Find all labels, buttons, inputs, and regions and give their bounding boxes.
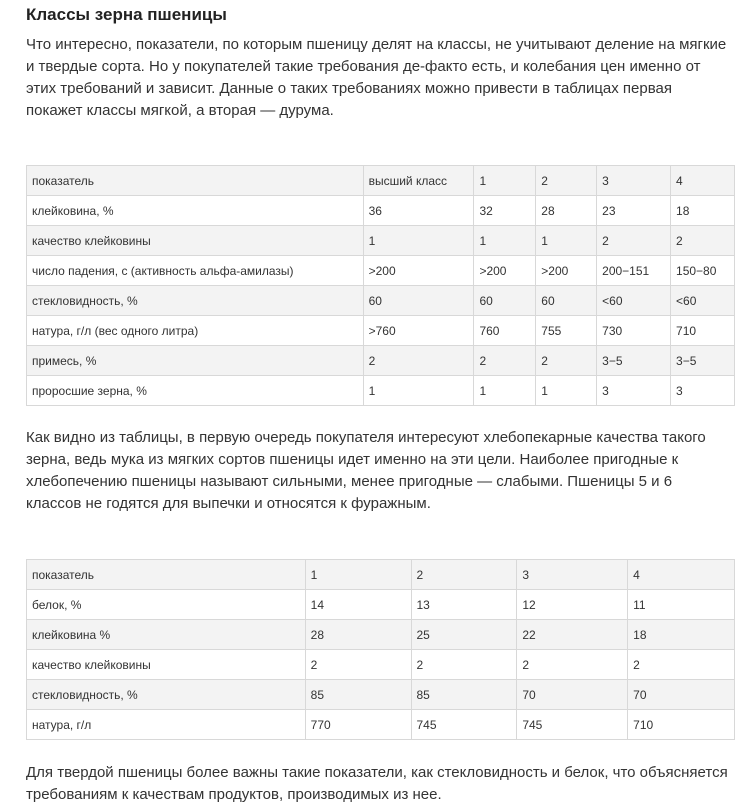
table-cell: 755: [536, 316, 597, 346]
row-label-cell: показатель: [27, 166, 364, 196]
table-cell: 3: [517, 560, 628, 590]
table-cell: <60: [671, 286, 735, 316]
table-cell: 1: [474, 376, 536, 406]
table-cell: 745: [517, 710, 628, 740]
table-cell: 2: [411, 650, 517, 680]
table-cell: 745: [411, 710, 517, 740]
table-cell: <60: [597, 286, 671, 316]
middle-paragraph: Как видно из таблицы, в первую очередь покупателя интересуют хлебопекарные качества такого зерна, ведь мука из мягких сортов пшеницы идет именно на эти цели. Наиболее пригодные к хлебопечению пшеницы называют сильными, менее пригодные — слабыми. Пшеницы 5 и 6 классов не годятся для выпечки и относятся к фуражным.: [26, 429, 706, 512]
table-row: [27, 286, 735, 316]
soft-wheat-classes-table: [26, 165, 735, 406]
table-cell: 4: [671, 166, 735, 196]
table-cell: 70: [628, 680, 735, 710]
table-cell: 32: [474, 196, 536, 226]
table-cell: 2: [628, 650, 735, 680]
table-row: [27, 196, 735, 226]
table-cell: >760: [363, 316, 474, 346]
table-cell: 1: [474, 226, 536, 256]
row-label-cell: клейковина %: [27, 620, 306, 650]
table-row: [27, 680, 735, 710]
table-cell: 2: [671, 226, 735, 256]
table-row: [27, 226, 735, 256]
table-cell: 3−5: [597, 346, 671, 376]
row-label-cell: белок, %: [27, 590, 306, 620]
table-cell: 710: [628, 710, 735, 740]
table-cell: 2: [305, 650, 411, 680]
table-header-row: [27, 166, 735, 196]
intro-paragraph: Что интересно, показатели, по которым пшеницу делят на классы, не учитывают деление на мягкие и твердые сорта. Но у покупателей такие требования де-факто есть, и колебания цен именно от этих требований и зависит. Данные о таких требованиях можно привести в таблицах первая покажет классы мягкой, а вторая — дурума.: [26, 36, 727, 119]
row-label-cell: примесь, %: [27, 346, 364, 376]
row-label-cell: проросшие зерна, %: [27, 376, 364, 406]
table-cell: 12: [517, 590, 628, 620]
table-cell: 200−151: [597, 256, 671, 286]
table-cell: 60: [474, 286, 536, 316]
row-label-cell: число падения, с (активность альфа-амилазы): [27, 256, 364, 286]
table-cell: 85: [305, 680, 411, 710]
table-cell: 4: [628, 560, 735, 590]
table-row: [27, 650, 735, 680]
table-cell: >200: [536, 256, 597, 286]
table-cell: 60: [536, 286, 597, 316]
table-cell: 1: [305, 560, 411, 590]
table-cell: 2: [536, 346, 597, 376]
table-cell: 2: [597, 226, 671, 256]
table-header-row: [27, 560, 735, 590]
row-label-cell: стекловидность, %: [27, 286, 364, 316]
table-row: [27, 620, 735, 650]
table-cell: 11: [628, 590, 735, 620]
table-cell: >200: [363, 256, 474, 286]
table-cell: 14: [305, 590, 411, 620]
table-row: [27, 316, 735, 346]
row-label-cell: показатель: [27, 560, 306, 590]
table-cell: 760: [474, 316, 536, 346]
table-cell: 18: [671, 196, 735, 226]
table-row: [27, 590, 735, 620]
table-cell: 1: [536, 376, 597, 406]
table-cell: 13: [411, 590, 517, 620]
row-label-cell: стекловидность, %: [27, 680, 306, 710]
durum-wheat-classes-table: [26, 559, 735, 740]
table-cell: 710: [671, 316, 735, 346]
table-cell: 70: [517, 680, 628, 710]
table-row: [27, 256, 735, 286]
row-label-cell: качество клейковины: [27, 226, 364, 256]
table-cell: 1: [474, 166, 536, 196]
table-cell: 150−80: [671, 256, 735, 286]
table-cell: 2: [411, 560, 517, 590]
table-row: [27, 710, 735, 740]
table-cell: 3: [597, 166, 671, 196]
table-cell: высший класс: [363, 166, 474, 196]
table-cell: 2: [536, 166, 597, 196]
table-cell: 36: [363, 196, 474, 226]
table-cell: 730: [597, 316, 671, 346]
table-cell: 3−5: [671, 346, 735, 376]
table-cell: 1: [536, 226, 597, 256]
table-cell: 2: [363, 346, 474, 376]
table-cell: 1: [363, 226, 474, 256]
table-cell: 23: [597, 196, 671, 226]
outro-paragraph: Для твердой пшеницы более важны такие показатели, как стекловидность и белок, что объясняется требованиям к качествам продуктов, производимых из нее.: [26, 764, 728, 803]
table-row: [27, 376, 735, 406]
row-label-cell: качество клейковины: [27, 650, 306, 680]
table-cell: 2: [517, 650, 628, 680]
table-cell: 2: [474, 346, 536, 376]
table-cell: 770: [305, 710, 411, 740]
table-cell: 25: [411, 620, 517, 650]
table-cell: 3: [597, 376, 671, 406]
table-row: [27, 346, 735, 376]
table-cell: 28: [536, 196, 597, 226]
section-heading: Классы зерна пшеницы: [26, 5, 227, 24]
table-cell: 28: [305, 620, 411, 650]
row-label-cell: натура, г/л: [27, 710, 306, 740]
table-cell: 60: [363, 286, 474, 316]
table-cell: 3: [671, 376, 735, 406]
table-cell: 85: [411, 680, 517, 710]
table-cell: 22: [517, 620, 628, 650]
row-label-cell: клейковина, %: [27, 196, 364, 226]
table-cell: 1: [363, 376, 474, 406]
table-cell: >200: [474, 256, 536, 286]
row-label-cell: натура, г/л (вес одного литра): [27, 316, 364, 346]
table-cell: 18: [628, 620, 735, 650]
